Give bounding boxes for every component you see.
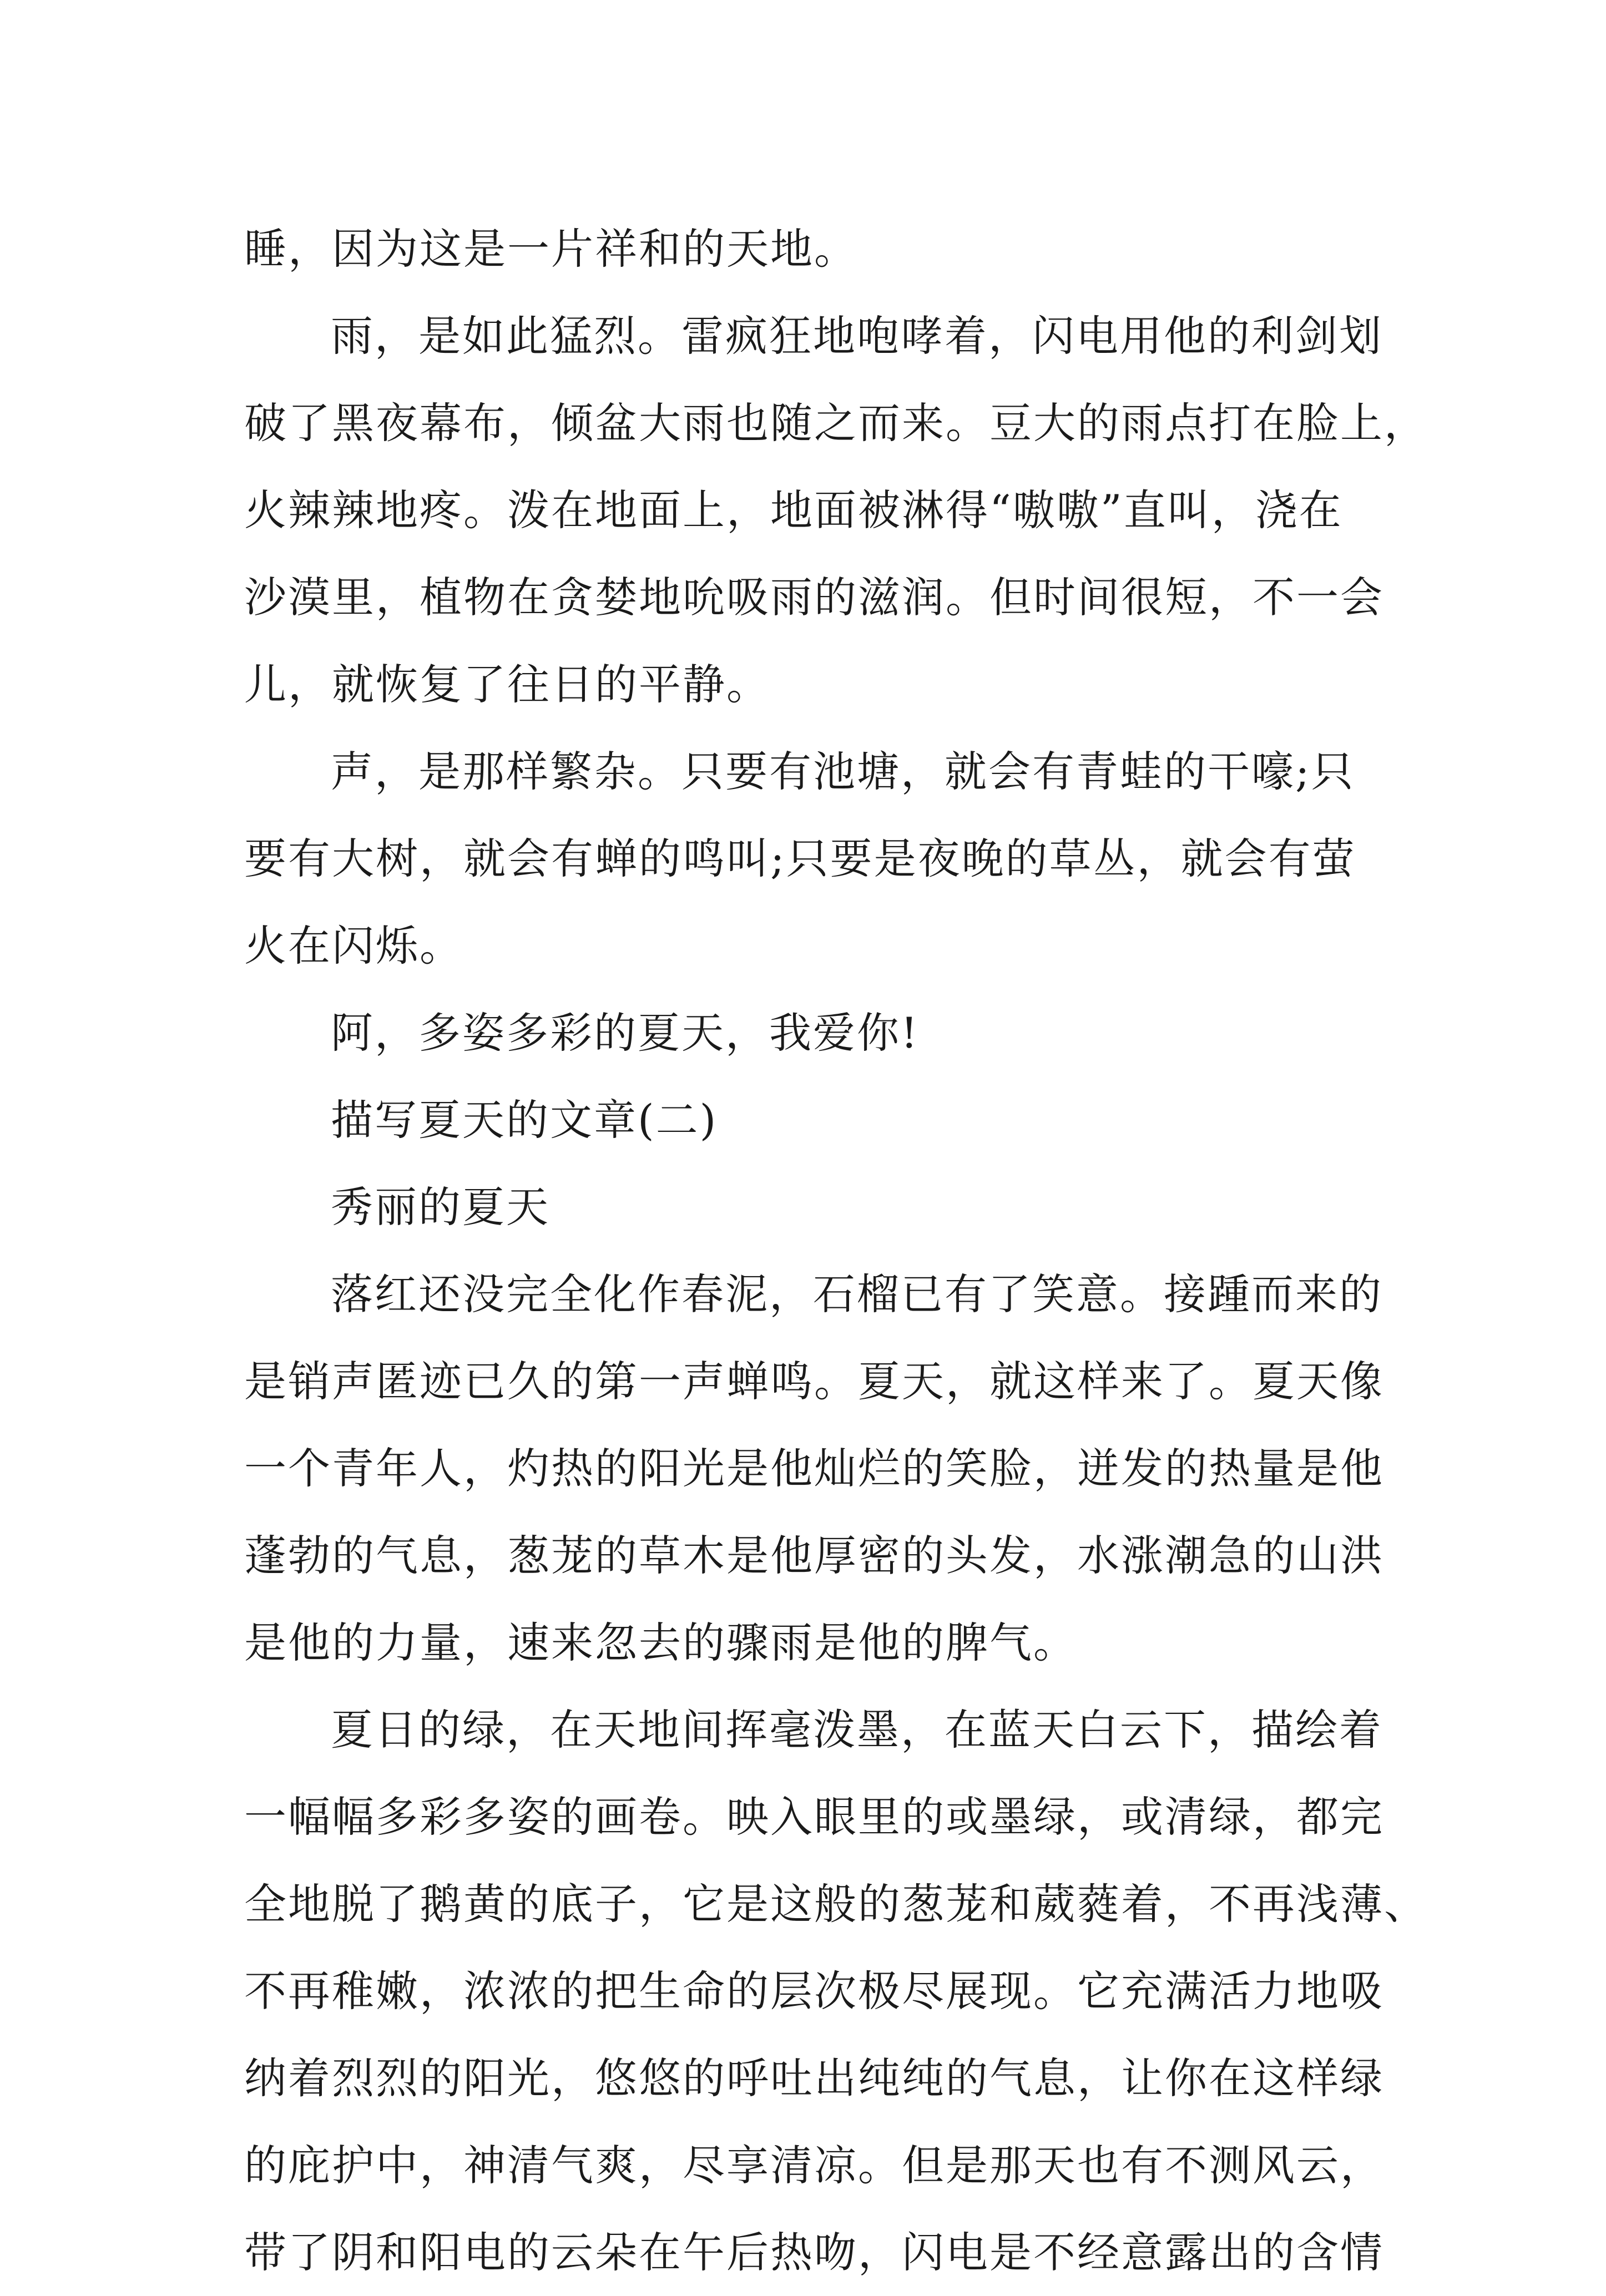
- text-line: 破了黑夜幕布，倾盆大雨也随之而来。豆大的雨点打在脸上，: [244, 398, 1428, 448]
- text-line: 一个青年人，灼热的阳光是他灿烂的笑脸，迸发的热量是他: [244, 1444, 1384, 1493]
- text-line: 带了阴和阳电的云朵在午后热吻，闪电是不经意露出的含情: [244, 2228, 1384, 2277]
- text-line: 全地脱了鹅黄的底子，它是这般的葱茏和葳蕤着，不再浅薄、: [244, 1879, 1428, 1929]
- paragraph-start-sound: 声，是那样繁杂。只要有池塘，就会有青蛙的干嚎;只: [331, 747, 1355, 796]
- article-body: [244, 205, 1428, 2296]
- text-line: 沙漠里，植物在贪婪地吮吸雨的滋润。但时间很短，不一会: [244, 573, 1384, 622]
- section-heading: 描写夏天的文章(二): [331, 1095, 718, 1145]
- text-line: 纳着烈烈的阳光，悠悠的呼吐出纯纯的气息，让你在这样绿: [244, 2054, 1384, 2103]
- text-line: 儿，就恢复了往日的平静。: [244, 660, 770, 709]
- text-line: 不再稚嫩，浓浓的把生命的层次极尽展现。它充满活力地吸: [244, 1966, 1384, 2016]
- paragraph-start-summer-arrives: 落红还没完全化作春泥，石榴已有了笑意。接踵而来的: [331, 1270, 1383, 1319]
- text-line: 火在闪烁。: [244, 921, 463, 970]
- text-line: 睡，因为这是一片祥和的天地。: [244, 224, 858, 274]
- text-line: 蓬勃的气息，葱茏的草木是他厚密的头发，水涨潮急的山洪: [244, 1531, 1384, 1580]
- text-line: 是销声匿迹已久的第一声蝉鸣。夏天，就这样来了。夏天像: [244, 1357, 1384, 1406]
- text-line: 要有大树，就会有蝉的鸣叫;只要是夜晚的草丛，就会有萤: [244, 834, 1356, 883]
- text-line: 是他的力量，速来忽去的骤雨是他的脾气。: [244, 1618, 1077, 1667]
- paragraph-exclamation: 阿，多姿多彩的夏天，我爱你!: [331, 1008, 920, 1058]
- paragraph-start-green: 夏日的绿，在天地间挥毫泼墨，在蓝天白云下，描绘着: [331, 1705, 1383, 1754]
- paragraph-start-rain: 雨，是如此猛烈。雷疯狂地咆哮着，闪电用他的利剑划: [331, 311, 1383, 361]
- text-line: 一幅幅多彩多姿的画卷。映入眼里的或墨绿，或清绿，都完: [244, 1792, 1384, 1842]
- text-line: 火辣辣地疼。泼在地面上，地面被淋得“嗷嗷”直叫，浇在: [244, 486, 1343, 535]
- text-line: 的庇护中，神清气爽，尽享清凉。但是那天也有不测风云，: [244, 2141, 1384, 2190]
- article-title: 秀丽的夏天: [331, 1182, 550, 1232]
